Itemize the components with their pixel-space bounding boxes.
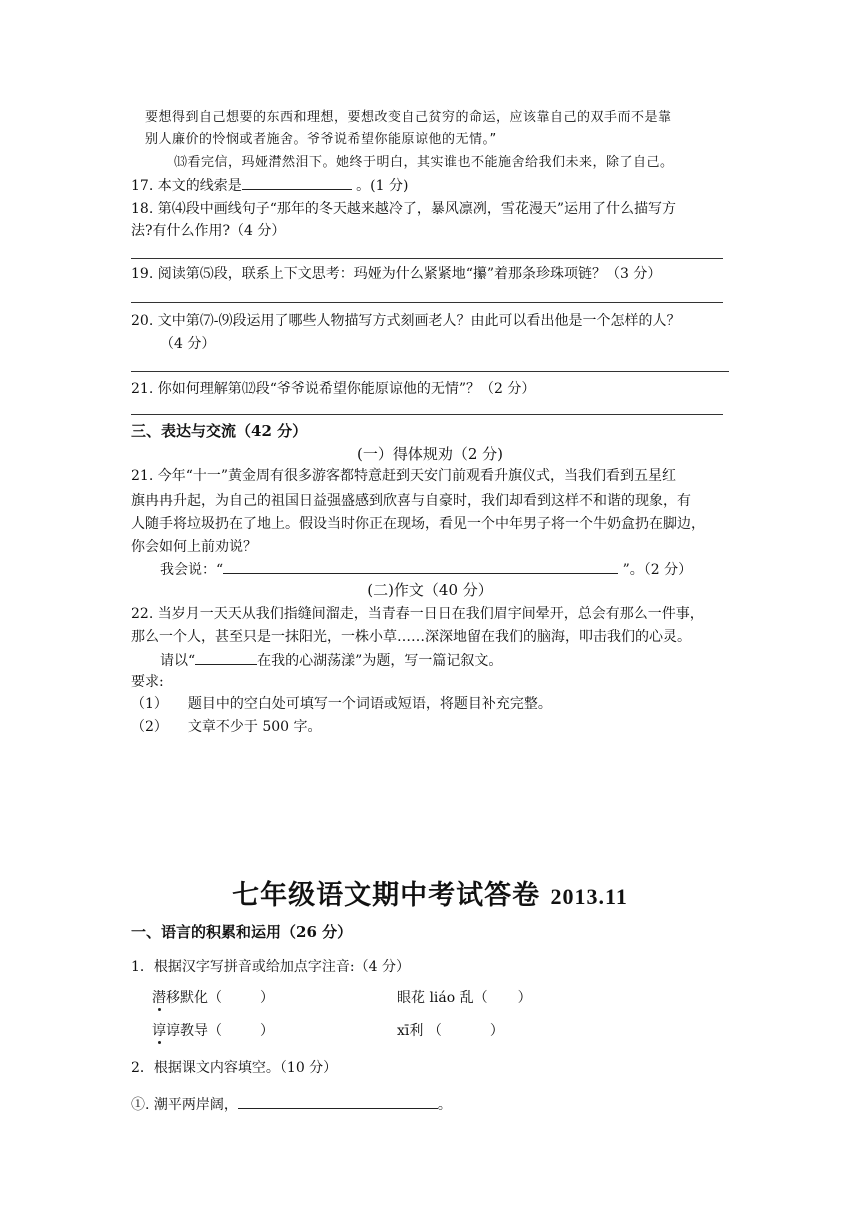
question-22-line: 22. 当岁月一天天从我们指缝间溜走，当青春一日日在我们眉宇间晕开，总会有那么一件事， bbox=[131, 606, 704, 622]
question-21b-line: 人随手将垃圾扔在了地上。假设当时你正在现场，看见一个中年男子将一个牛奶盒扔在脚边， bbox=[131, 516, 705, 532]
question-21b-line: 21. 今年“十一”黄金周有很多游客都特意赶到天安门前观看升旗仪式，当我们看到五星红 bbox=[131, 468, 677, 484]
requirement-number: （1） bbox=[131, 696, 168, 712]
requirement-text: 文章不少于 500 字。 bbox=[187, 719, 322, 735]
subsection-heading: (二)作文（40 分） bbox=[367, 581, 493, 599]
question-18-line: 18. 第⑷段中画线句子“那年的冬天越来越冷了，暴风凛冽，雪花漫天”运用了什么描写方 bbox=[131, 201, 677, 217]
dotted-char: 谆 bbox=[152, 1023, 166, 1039]
answer-blank[interactable] bbox=[238, 1094, 438, 1109]
section-heading: 三、表达与交流（42 分） bbox=[131, 422, 308, 440]
answer-line[interactable] bbox=[131, 371, 729, 372]
answer-line[interactable] bbox=[131, 414, 723, 415]
question-20-line: 20. 文中第⑺-⑼段运用了哪些人物描写方式刻画老人？由此可以看出他是一个怎样的人？ bbox=[131, 313, 681, 329]
passage-line: ⒀看完信，玛娅潸然泪下。她终于明白，其实谁也不能施舍给我们未来，除了自己。 bbox=[174, 155, 674, 170]
question-21b-line: 你会如何上前劝说？ bbox=[131, 539, 257, 555]
answer-line[interactable] bbox=[131, 302, 723, 303]
item-text: ） bbox=[260, 1023, 274, 1039]
item-text: 谆教导（ bbox=[166, 1023, 222, 1039]
prompt-text: 在我的心湖荡漾”为题，写一篇记叙文。 bbox=[257, 653, 503, 669]
fill-item bbox=[131, 1094, 452, 1115]
requirement-item bbox=[131, 717, 322, 737]
answer-blank[interactable] bbox=[223, 559, 618, 574]
subsection-heading: (一）得体规劝（2 分) bbox=[356, 445, 504, 463]
title-text: 七年级语文期中考试答卷 bbox=[232, 880, 541, 911]
question-2: 2．根据课文内容填空。（10 分） bbox=[131, 1060, 338, 1076]
item-text: ） bbox=[489, 1023, 504, 1039]
answer-blank[interactable] bbox=[242, 175, 352, 190]
title-blank[interactable] bbox=[195, 650, 257, 665]
item-text: ） bbox=[260, 990, 274, 1006]
dotted-char: 潜 bbox=[152, 990, 166, 1006]
requirement-text: 题目中的空白处可填写一个词语或短语，将题目补充完整。 bbox=[187, 696, 552, 712]
question-1: 1．根据汉字写拼音或给加点字注音:（4 分） bbox=[131, 959, 410, 975]
item-text: 眼花 liáo 乱（ bbox=[397, 990, 488, 1006]
question-22-line: 那么一个人，甚至只是一抹阳光，一株小草……深深地留在我们的脑海，叩击我们的心灵。 bbox=[131, 629, 691, 645]
question-19: 19. 阅读第⑸段，联系上下文思考：玛娅为什么紧紧地“攥”着那条珍珠项链？（3 分） bbox=[131, 266, 662, 282]
item-text: xī利 （ bbox=[397, 1023, 442, 1039]
answer-sheet-title bbox=[0, 878, 860, 915]
item-text: ） bbox=[517, 990, 532, 1006]
answer-line[interactable] bbox=[131, 258, 723, 259]
question-20-line: （4 分） bbox=[160, 336, 216, 352]
pinyin-item bbox=[397, 1021, 504, 1041]
fill-text: ①. 潮平两岸阔， bbox=[131, 1097, 238, 1113]
question-17 bbox=[131, 175, 408, 196]
part-heading: 一、语言的积累和运用（26 分） bbox=[131, 923, 353, 941]
title-year: 2013.11 bbox=[550, 884, 628, 909]
requirement-item bbox=[131, 694, 552, 714]
requirement-number: （2） bbox=[131, 719, 168, 735]
question-18-line: 法?有什么作用?（4 分） bbox=[131, 223, 286, 239]
requirements-label: 要求: bbox=[131, 674, 164, 690]
passage-line: 别人廉价的怜悯或者施舍。爷爷说希望你能原谅他的无情。” bbox=[145, 132, 497, 147]
item-text: 移默化（ bbox=[166, 990, 222, 1006]
i-say-line bbox=[160, 559, 692, 580]
pinyin-item bbox=[152, 1021, 274, 1041]
pinyin-item bbox=[152, 988, 274, 1008]
pinyin-item bbox=[397, 988, 532, 1008]
passage-line: 要想得到自己想要的东西和理想，要想改变自己贫穷的命运，应该靠自己的双手而不是靠 bbox=[145, 110, 672, 125]
question-text: 17. 本文的线索是 bbox=[131, 178, 242, 194]
fill-text: 。 bbox=[437, 1097, 452, 1113]
question-score: 。(1 分) bbox=[356, 178, 409, 194]
question-21b-line: 旗冉冉升起，为自己的祖国日益强盛感到欣喜与自豪时，我们却看到这样不和谐的现象，有 bbox=[131, 493, 691, 509]
i-say-label: 我会说：“ bbox=[160, 562, 224, 578]
question-22-prompt bbox=[160, 650, 502, 671]
prompt-text: 请以“ bbox=[160, 653, 196, 669]
i-say-end: ”。（2 分） bbox=[622, 562, 693, 578]
question-21: 21. 你如何理解第⑿段“爷爷说希望你能原谅他的无情”？（2 分） bbox=[131, 381, 536, 397]
